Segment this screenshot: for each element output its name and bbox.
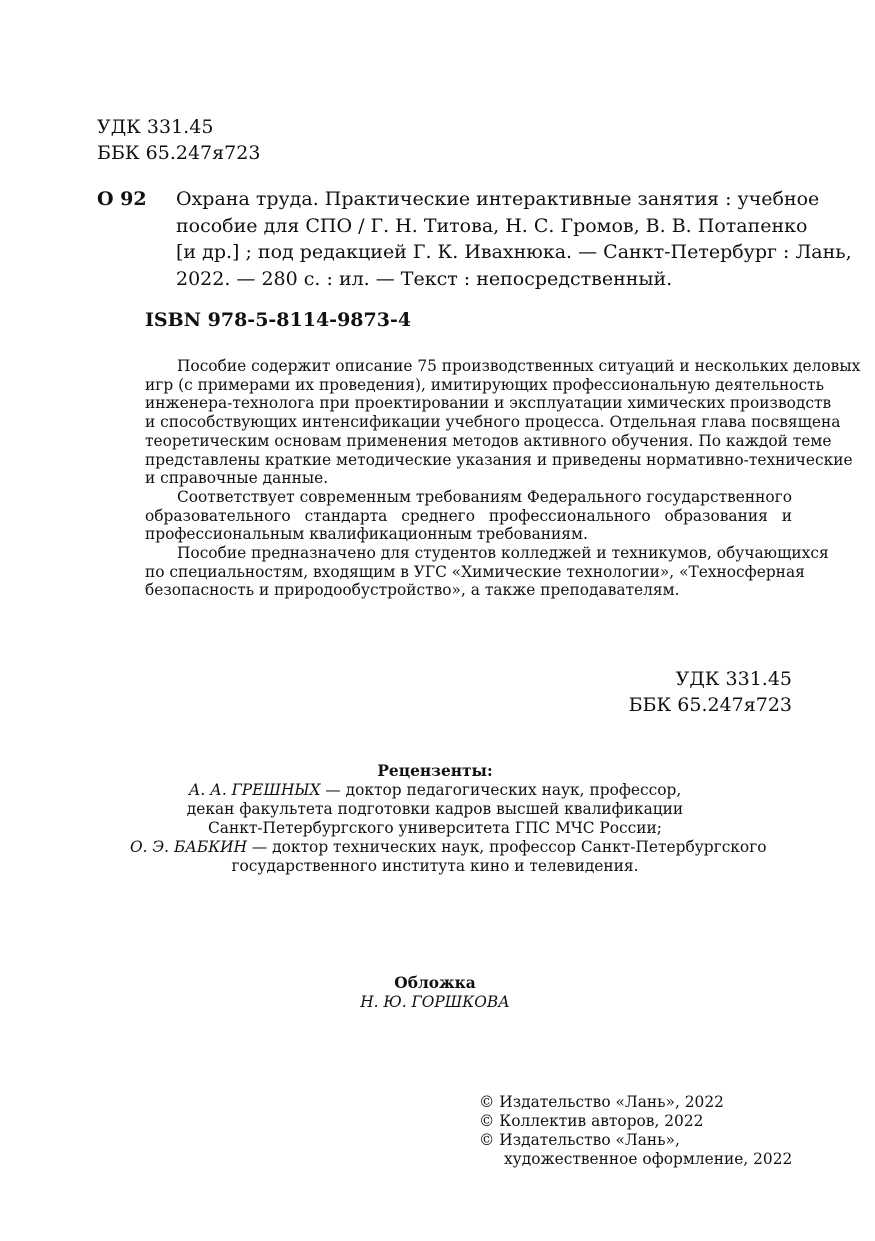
bib-line: Охрана труда. Практические интерактивные занятия : учебное <box>176 188 820 210</box>
abstract-line: и справочные данные. <box>145 469 329 488</box>
bibliographic-description <box>176 186 852 292</box>
cover-designer: Н. Ю. ГОРШКОВА <box>360 993 510 1011</box>
abstract-line: теоретическим основам применения методов активного обучения. По каждой теме <box>145 431 832 450</box>
abstract-line: Пособие содержит описание 75 производственных ситуаций и нескольких деловых <box>177 357 861 375</box>
copyright-line: художественное оформление, 2022 <box>504 1150 793 1168</box>
reviewer-name: А. А. ГРЕШНЫХ <box>188 781 321 799</box>
classification-block-bottom <box>629 666 792 718</box>
abstract-line: образовательного стандарта среднего профессионального образования и <box>145 506 792 525</box>
abstract <box>145 357 861 600</box>
copyright-line: © Коллектив авторов, 2022 <box>479 1112 704 1130</box>
bib-line: [и др.] ; под редакцией Г. К. Ивахнюка. — Санкт-Петербург : Лань, <box>176 241 852 263</box>
cover-heading: Обложка <box>394 974 476 992</box>
reviewer-credentials: — доктор технических наук, профессор Санкт-Петербургского <box>247 838 767 856</box>
cover-credit <box>250 974 620 1012</box>
bib-line: пособие для СПО / Г. Н. Титова, Н. С. Громов, В. В. Потапенко <box>176 214 808 237</box>
reviewer-line: государственного института кино и телевидения. <box>231 857 639 875</box>
abstract-line: представлены краткие методические указания и приведены нормативно-технические <box>145 450 853 469</box>
bbk-code: ББК 65.247я723 <box>97 142 261 164</box>
classification-block-top <box>97 114 260 166</box>
reviewer-line: декан факультета подготовки кадров высшей квалификации <box>186 800 684 818</box>
abstract-line: безопасность и природообустройство», а также преподавателям. <box>145 581 680 600</box>
reviewers-block <box>130 762 767 876</box>
reviewers-heading: Рецензенты: <box>377 762 493 780</box>
abstract-line: игр (с примерами их проведения), имитирующих профессиональную деятельность <box>145 375 825 394</box>
copyright-block <box>479 1093 792 1169</box>
udk-code: УДК 331.45 <box>675 668 792 690</box>
abstract-line: Пособие предназначено для студентов колледжей и техникумов, обучающихся <box>177 544 829 563</box>
isbn: ISBN 978-5-8114-9873-4 <box>145 309 412 331</box>
abstract-line: инженера-технолога при проектировании и эксплуатации химических производств <box>145 394 832 413</box>
bbk-code: ББК 65.247я723 <box>628 694 792 716</box>
abstract-line: по специальностям, входящим в УГС «Химические технологии», «Техносферная <box>145 562 805 581</box>
bib-line: 2022. — 280 с. : ил. — Текст : непосредственный. <box>176 267 673 290</box>
reviewer-credentials: — доктор педагогических наук, профессор, <box>320 781 682 799</box>
copyright-line: © Издательство «Лань», 2022 <box>479 1093 724 1111</box>
reviewer-line: Санкт-Петербургского университета ГПС МЧС России; <box>208 819 662 837</box>
author-code: О 92 <box>97 188 147 210</box>
reviewer-line <box>130 781 740 800</box>
copyright-line: © Издательство «Лань», <box>479 1131 680 1149</box>
abstract-line: Соответствует современным требованиям Федерального государственного <box>177 487 792 506</box>
reviewer-name: О. Э. БАБКИН <box>130 838 247 856</box>
udk-code: УДК 331.45 <box>97 116 214 138</box>
reviewer-line <box>130 838 767 857</box>
abstract-line: и способствующих интенсификации учебного процесса. Отдельная глава посвящена <box>145 413 841 432</box>
abstract-line: профессиональным квалификационным требованиям. <box>145 525 588 544</box>
